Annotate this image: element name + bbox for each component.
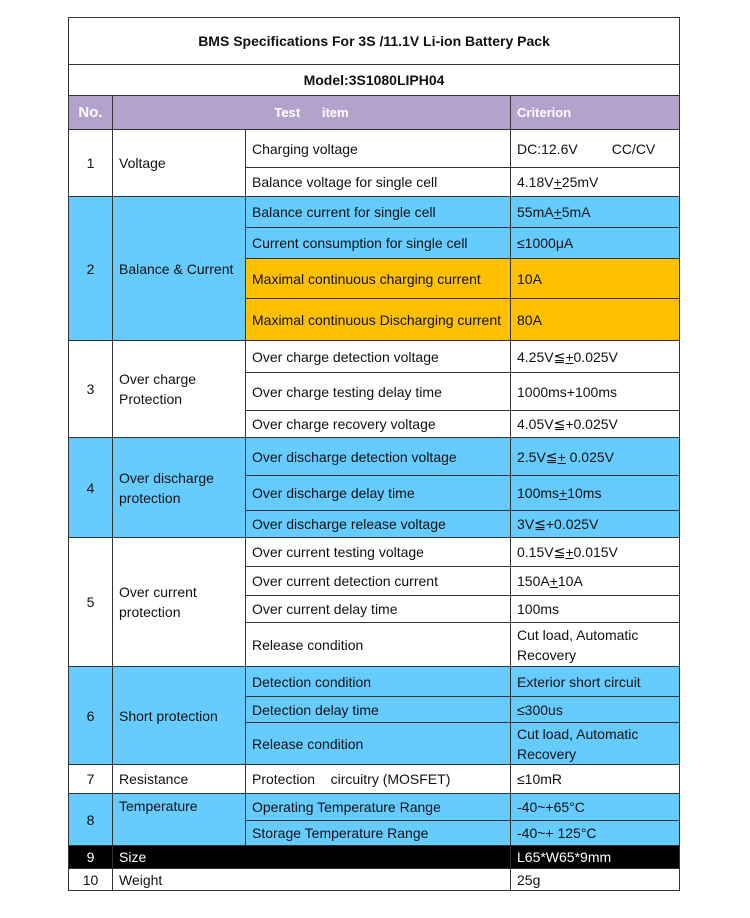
criterion: -40~+65°C [511,794,680,821]
criterion: -40~+ 125°C [511,821,680,846]
criterion: 150A+10A [511,567,680,596]
criterion-mode: CC/CV [611,140,656,157]
sub-item: Release condition [246,723,511,765]
test-item: Size [113,846,511,869]
row-number: 9 [69,846,113,869]
criterion: 3V≦+0.025V [511,511,680,538]
criterion: 80A [511,299,680,341]
sub-item: Over charge recovery voltage [246,411,511,438]
row-number: 3 [69,341,113,438]
criterion: 2.5V≦+ 0.025V [511,438,680,476]
table-row [69,438,680,476]
sub-item: Over current detection current [246,567,511,596]
row-number: 4 [69,438,113,538]
header-criterion: Criterion [511,96,680,130]
test-item: Over discharge protection [113,438,246,538]
table-row [69,794,680,821]
table-row [69,846,680,869]
sub-item: Operating Temperature Range [246,794,511,821]
test-item: Resistance [113,765,246,794]
table-row [69,538,680,567]
table-row [69,341,680,373]
test-item: Voltage [113,130,246,197]
sub-item: Charging voltage [246,130,511,168]
row-number: 10 [69,869,113,891]
test-item: Balance & Current [113,197,246,341]
table-row [69,130,680,168]
sub-item: Over current delay time [246,596,511,623]
criterion: Exterior short circuit [511,667,680,697]
test-item: Over current protection [113,538,246,667]
test-item: Over charge Protection [113,341,246,438]
row-number: 5 [69,538,113,667]
model-number: Model:3S1080LIPH04 [69,65,680,96]
sub-item: Maximal continuous Discharging current [246,299,511,341]
header-no: No. [69,96,113,130]
criterion-value: DC:12.6V [517,140,578,157]
model-row [69,65,680,96]
test-item: Temperature [113,794,246,846]
row-number: 8 [69,794,113,846]
row-number: 7 [69,765,113,794]
criterion: Cut load, Automatic Recovery [511,623,680,667]
sub-item: Over discharge delay time [246,476,511,511]
criterion: ≤1000μA [511,228,680,259]
criterion: Cut load, Automatic Recovery [511,723,680,765]
header-test-item: Test item [113,96,511,130]
table-row [69,197,680,228]
criterion: ≤10mR [511,765,680,794]
document-title: BMS Specifications For 3S /11.1V Li-ion Battery Pack [69,18,680,65]
sub-item: Current consumption for single cell [246,228,511,259]
criterion: 4.18V+25mV [511,168,680,197]
sub-item: Detection delay time [246,697,511,723]
criterion: 10A [511,259,680,299]
sub-item: Protection circuitry (MOSFET) [246,765,511,794]
title-row [69,18,680,65]
criterion: 1000ms+100ms [511,373,680,411]
criterion: 4.05V≦+0.025V [511,411,680,438]
sub-item: Balance voltage for single cell [246,168,511,197]
sub-item: Storage Temperature Range [246,821,511,846]
sub-item: Over discharge detection voltage [246,438,511,476]
sub-item: Over charge detection voltage [246,341,511,373]
sub-item: Release condition [246,623,511,667]
sub-item: Maximal continuous charging current [246,259,511,299]
criterion: 100ms [511,596,680,623]
sub-item: Over discharge release voltage [246,511,511,538]
header-row [69,96,680,130]
criterion: 25g [511,869,680,891]
criterion: 0.15V≦+0.015V [511,538,680,567]
sub-item: Over charge testing delay time [246,373,511,411]
row-number: 2 [69,197,113,341]
criterion [511,130,680,168]
row-number: 1 [69,130,113,197]
sub-item: Balance current for single cell [246,197,511,228]
bms-spec-table [68,17,680,891]
criterion: 100ms+10ms [511,476,680,511]
test-item: Weight [113,869,511,891]
criterion: 55mA+5mA [511,197,680,228]
sub-item: Over current testing voltage [246,538,511,567]
table-row [69,869,680,891]
test-item: Short protection [113,667,246,765]
row-number: 6 [69,667,113,765]
criterion: 4.25V≦+0.025V [511,341,680,373]
criterion: L65*W65*9mm [511,846,680,869]
sub-item: Detection condition [246,667,511,697]
table-row [69,667,680,697]
criterion: ≤300us [511,697,680,723]
table-row [69,765,680,794]
